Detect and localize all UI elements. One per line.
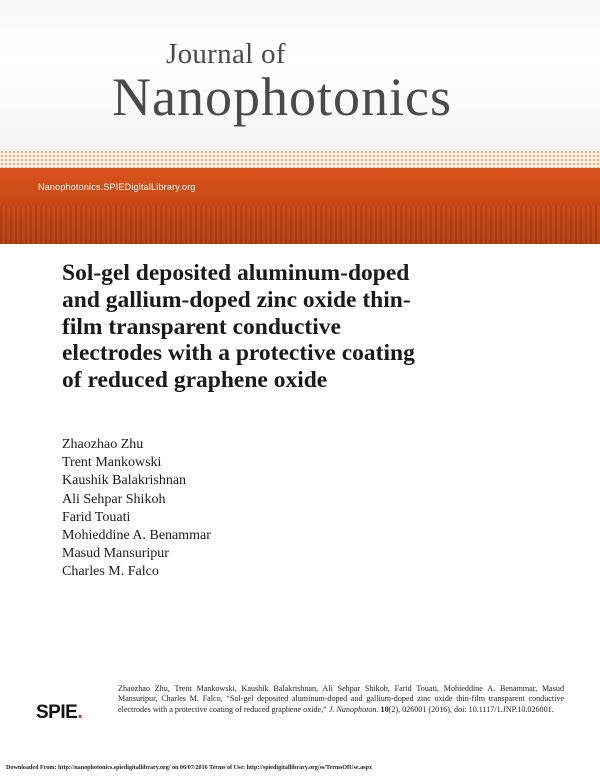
citation-authors-title: Zhaozhao Zhu, Trent Mankowski, Kaushik Balakrishnan, Ali Sehpar Shikoh, Farid Touati, Mohieddine A. Benammar, Masud Mansuripur, Charles M. Falco, “Sol-gel deposited aluminum-doped and gallium-doped zinc oxide thin-film transparent conductive electrodes with a protective coating of reduced graphene oxide,” xyxy=(118,684,564,714)
author-name: Masud Mansuripur xyxy=(62,546,169,562)
author-name: Zhaozhao Zhu xyxy=(62,437,144,452)
spie-logo xyxy=(36,702,82,724)
article-title xyxy=(62,260,502,394)
decorative-dot-band xyxy=(0,150,600,168)
citation-block xyxy=(118,684,564,715)
citation-details: (2), 026001 (2016), doi: 10.1117/1.JNP.10.026001. xyxy=(388,704,554,714)
author-name: Mohieddine A. Benammar xyxy=(62,528,211,544)
citation-journal: J. Nanophoton. xyxy=(328,704,379,714)
journal-url: Nanophotonics.SPIEDigitalLibrary.org xyxy=(38,182,196,192)
journal-prefix: Journal of xyxy=(166,38,286,70)
title-line: Sol-gel deposited aluminum-doped xyxy=(62,260,410,286)
journal-masthead xyxy=(0,0,600,150)
spie-logo-text: SPIE xyxy=(36,702,78,723)
author-name: Farid Touati xyxy=(62,509,131,525)
author-name: Ali Sehpar Shikoh xyxy=(62,491,166,507)
author-name: Kaushik Balakrishnan xyxy=(62,473,187,489)
journal-name: Nanophotonics xyxy=(112,67,452,127)
citation-volume: 10 xyxy=(380,704,389,714)
banner-texture xyxy=(0,206,600,244)
title-line: of reduced graphene oxide xyxy=(62,367,328,394)
author-name: Trent Mankowski xyxy=(62,455,162,471)
title-line: electrodes with a protective coating xyxy=(62,340,415,367)
spie-logo-dot: . xyxy=(77,702,83,723)
journal-banner xyxy=(0,168,600,244)
author-name: Charles M. Falco xyxy=(62,564,159,580)
title-line: film transparent conductive xyxy=(62,313,341,340)
author-list xyxy=(62,436,211,582)
download-footer: Downloaded From: http://nanophotonics.spiedigitallibrary.org/ on 06/07/2016 Terms of Use: http://spiedigitallibrary.org/ss/TermsOfUse.aspx xyxy=(6,765,372,771)
title-line: and gallium-doped zinc oxide thin- xyxy=(62,286,411,313)
